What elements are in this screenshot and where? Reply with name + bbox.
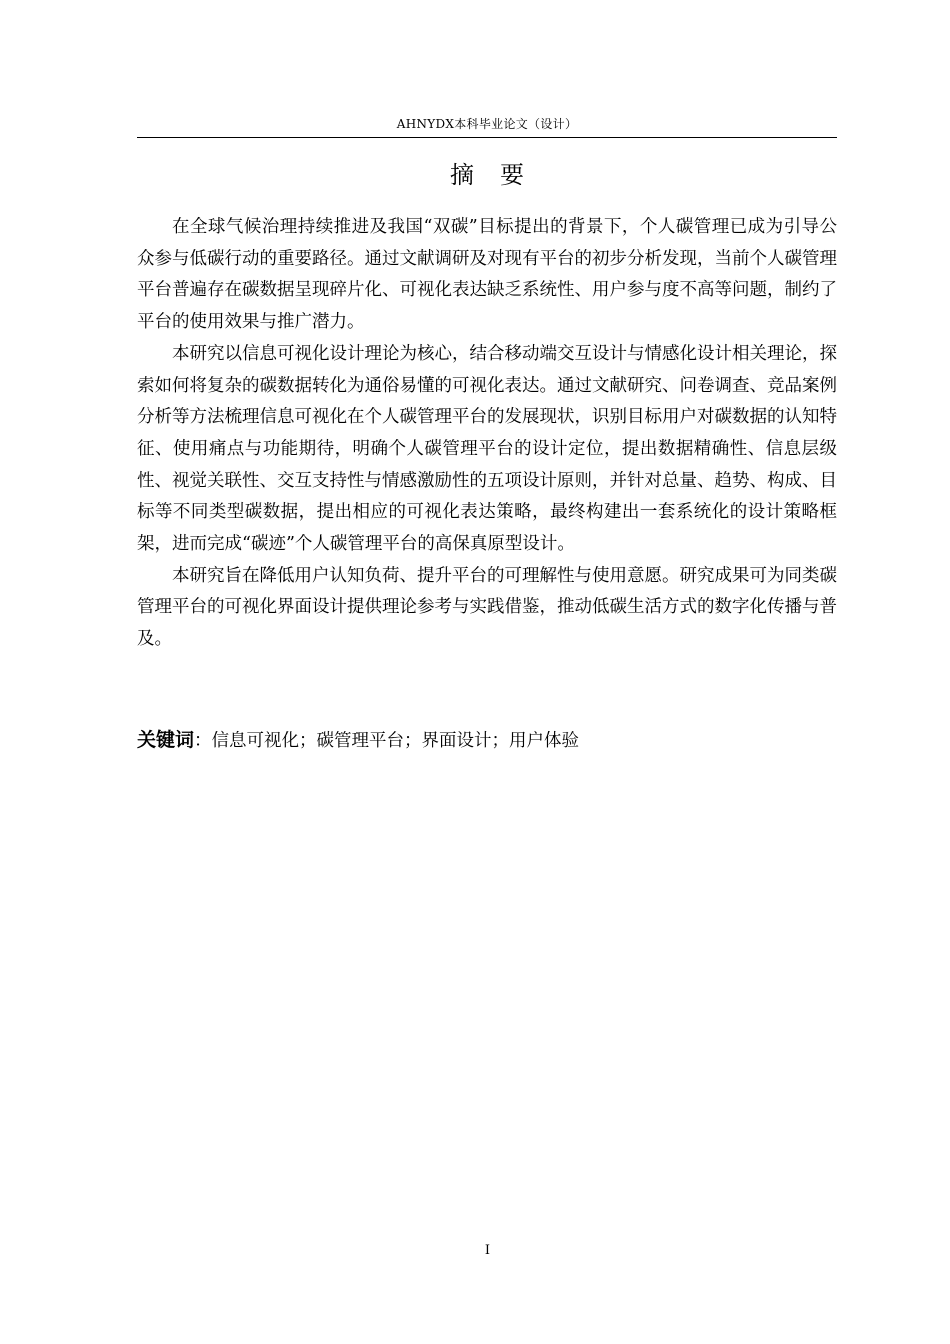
page-title: 摘要 xyxy=(450,161,550,189)
running-header: AHNYDX本科毕业论文（设计） xyxy=(396,117,578,131)
keywords-separator: ： xyxy=(194,731,212,751)
abstract-body xyxy=(137,212,837,656)
keywords-label: 关键词 xyxy=(137,729,195,751)
abstract-paragraph-3: 本研究旨在降低用户认知负荷、提升平台的可理解性与使用意愿。研究成果可为同类碳管理平台的可视化界面设计提供理论参考与实践借鉴，推动低碳生活方式的数字化传播与普及。 xyxy=(137,565,837,650)
header-divider xyxy=(137,137,837,138)
page-number: I xyxy=(484,1243,491,1258)
abstract-paragraph-1: 在全球气候治理持续推进及我国“双碳”目标提出的背景下，个人碳管理已成为引导公众参与低碳行动的重要路径。通过文献调研及对现有平台的初步分析发现，当前个人碳管理平台普遍存在碳数据呈现碎片化、可视化表达缺乏系统性、用户参与度不高等问题，制约了平台的使用效果与推广潜力。 xyxy=(137,217,837,333)
abstract-paragraph-2: 本研究以信息可视化设计理论为核心，结合移动端交互设计与情感化设计相关理论，探索如何将复杂的碳数据转化为通俗易懂的可视化表达。通过文献研究、问卷调查、竞品案例分析等方法梳理信息可视化在个人碳管理平台的发展现状，识别目标用户对碳数据的认知特征、使用痛点与功能期待，明确个人碳管理平台的设计定位，提出数据精确性、信息层级性、视觉关联性、交互支持性与情感激励性的五项设计原则，并针对总量、趋势、构成、目标等不同类型碳数据，提出相应的可视化表达策略，最终构建出一套系统化的设计策略框架，进而完成“碳迹”个人碳管理平台的高保真原型设计。 xyxy=(137,343,837,555)
keywords-line xyxy=(137,724,837,757)
keywords-text: 信息可视化；碳管理平台；界面设计；用户体验 xyxy=(211,731,580,751)
